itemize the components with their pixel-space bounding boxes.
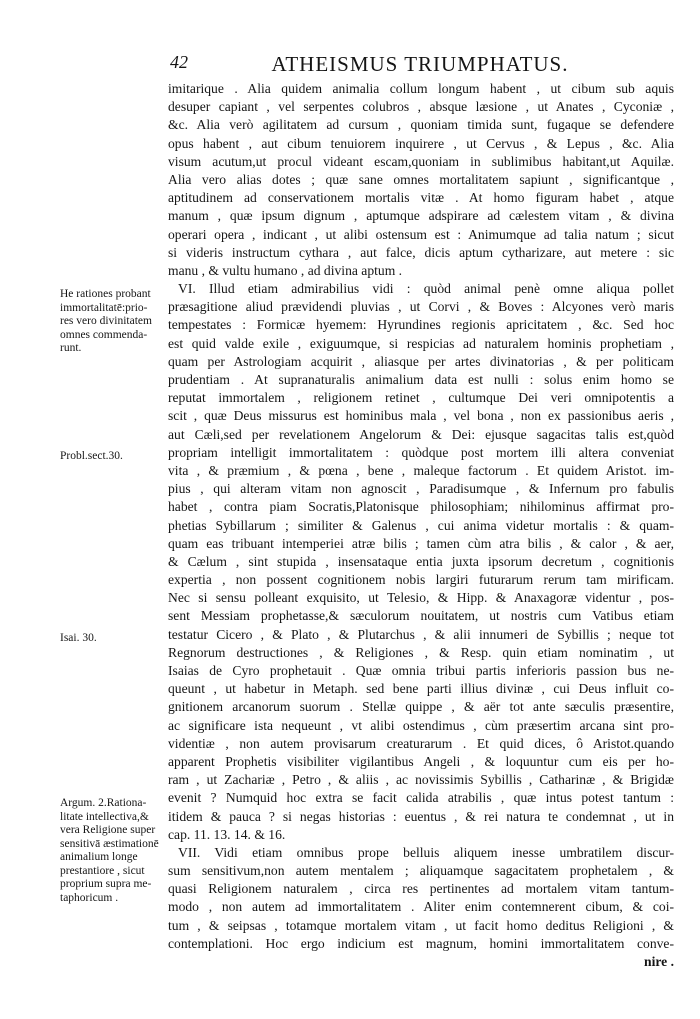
text-line: evenit ? Numquid hoc extra se facit calida atrabilis , quæ intus potest tantum : <box>168 790 674 806</box>
margin-note-line: immortalitatē:prio- <box>60 301 148 314</box>
running-title: ATHEISMUS TRIUMPHATUS. <box>271 52 569 76</box>
text-line: manu , & vultu humano , ad divina aptum . <box>168 262 403 278</box>
text-line: habet , contra piam Socratis,Platonisque philosophiam; nihilominus affirmat pro- <box>168 499 674 515</box>
text-line: itidem & pauca ? si negas historias : euentus , & rei natura te condemnat , ut in <box>168 808 674 824</box>
text-line: testatur Cicero , & Plato , & Plutarchus , & alii innumeri de Sybillis ; neque tot <box>168 626 674 642</box>
text-line: tempestates : Formicæ hyemem: Hyrundines regionis apricitatem , &c. Sed hoc <box>168 317 674 333</box>
margin-note-line: Probl.sect.30. <box>60 450 123 462</box>
margin-note-line: He rationes probant <box>60 288 151 300</box>
page-number: 42 <box>170 52 188 72</box>
margin-note-line: taphoricum . <box>60 891 119 904</box>
text-line: tum , & seipsas , totamque mortalem vitam , ut facit homo deditus Religioni , & <box>168 917 674 933</box>
text-line: est quid valde exile , exiguumque, si respicias ad naturalem hominis prophetiam , <box>168 335 674 351</box>
margin-note-line: litate intellectiva,& <box>60 810 149 823</box>
text-line: aut Cæli,sed per revelationem Angelorum & Dei: ejusque sagacitas talis est,quòd <box>168 426 674 442</box>
margin-note-argum <box>60 797 168 905</box>
text-line: &c. Alia verò agilitatem ad cursum , quoniam timida sunt, fugaque se defendere <box>168 117 674 133</box>
text-line: contemplationi. Hoc ergo indicium est magnum, homini immortalitatem conve- <box>168 935 674 951</box>
main-text <box>168 80 674 971</box>
margin-note-line: prestantiore , sicut <box>60 864 145 877</box>
text-line: opus habent , aut cibum tenuiorem inquirere , ut Cervus , & Lepus , &c. Alia <box>168 135 674 151</box>
text-line: ac significare ista nequeunt , vt alibi ostendimus , cùm præsertim arcana sint pro- <box>168 717 674 733</box>
margin-note-line: Argum. 2.Rationa- <box>60 797 147 809</box>
margin-note-line: proprium supra me- <box>60 878 152 890</box>
text-line: reputat immortalem , religionem retinet , cultumque Dei veri omnipotentis a <box>168 390 674 406</box>
margin-note-line: res vero divinitatem <box>60 315 152 327</box>
text-line: propriam intelligit immortalitatem : quòdque post mortem illi altera conveniat <box>168 444 674 460</box>
text-line: prudentiam . At supranaturalis animalium data est nulli : solus enim homo se <box>168 372 674 387</box>
text-line: ram , ut Zachariæ , Petro , & aliis , ac novissimis Sybillis , Catharinæ , & Brigidæ <box>168 772 674 788</box>
margin-note-line: animalium longe <box>60 851 138 863</box>
margin-note-immortalitas <box>60 288 168 356</box>
text-line: sent Messiam prophetasse,& sæculorum nouitatem, ut nostris cum Vatibus etiam <box>168 608 674 624</box>
margin-note-probl <box>60 450 168 464</box>
page-header <box>170 52 670 78</box>
text-line: VII. Vidi etiam omnibus prope belluis aliquem inesse umbratilem discur- <box>178 844 674 860</box>
text-line: apparent Prophetis visibiliter vigilantibus Angeli , & loquuntur cum eis per ho- <box>168 753 674 769</box>
text-line: quam eas tribuant intemperiei atræ bilis ; tamen cùm atra bilis , & calor , & aer, <box>168 535 674 551</box>
text-line: præsagitione aliud prævidendi pluvias , ut Corvi , & Boves : Alcyones verò maris <box>168 299 674 315</box>
text-line: modo , non autem ad immortalitatem . Aliter enim contemnerent cibum, & coi- <box>168 899 674 915</box>
text-line: videntiæ , non autem provisarum creaturarum . Et quid dices, ô Aristot.quando <box>168 735 674 751</box>
text-line: operari opera , indicant , ut alibi ostensum est : Animumque ad talia natum ; sicut <box>168 226 674 242</box>
text-line: cap. 11. 13. 14. & 16. <box>168 826 286 842</box>
text-line: Regnorum destructiones , & Religiones , & Resp. quin etiam nominatim , ut <box>168 644 674 660</box>
text-line: & Cælum , sint stupida , insensataque entia juxta ipsorum decretum , cognitionis <box>168 553 674 569</box>
text-line: VI. Illud etiam admirabilius vidi : quòd animal penè omne aliqua pollet <box>178 281 674 297</box>
margin-note-line: sensitivā æstimationē <box>60 837 159 850</box>
text-line: expertia , non possent cognitionem nobis largiri futurarum rerum tam mirificam. <box>168 572 674 588</box>
text-line: desuper capiant , vel serpentes colubros , absque læsione , ut Anates , Cyconiæ , <box>168 99 674 115</box>
margin-note-isai <box>60 632 168 646</box>
text-line: visum acutum,ut procul videant escam,quoniam in sublimibus habitant,ut Aquilæ. <box>168 153 674 169</box>
text-line: pius , qui alteram vitam non agnoscit , Paradisumque , & Infernum pro fabulis <box>168 481 674 497</box>
text-line: phetias Sybillarum ; similiter & Galenus , cui anima videtur mortalis : & quam- <box>168 517 674 533</box>
text-line: queunt , ut habetur in Metaph. sed bene parti illius divinæ , cui Deus influit co- <box>168 681 674 697</box>
text-line: scit , quæ Deus missurus est hominibus mala , vel bona , non ex passionibus aeris , <box>168 408 674 424</box>
text-line: quasi Religionem naturalem , circa res pertinentes ad mortalem vitam tantum- <box>168 881 674 897</box>
margin-note-line: vera Religione super <box>60 824 156 836</box>
text-line: Alia vero alias dotes ; quæ sane omnes mortalitatem sapiunt , significantque , <box>168 171 674 187</box>
text-line: aptitudinem ad conservationem mortalis vitæ . At homo figuram habet , atque <box>168 190 674 206</box>
text-line: si videris instructum cythara , aut falce, dicis aptum cytharizare, aut metere : sic <box>168 244 674 260</box>
margin-note-line: Isai. 30. <box>60 632 97 644</box>
text-line: Isaias de Cyro prophetauit . Quæ omnia tribui partis inferioris passion bus ne- <box>168 663 674 678</box>
text-line: nire . <box>644 954 674 969</box>
margin-note-line: omnes commenda- <box>60 328 148 341</box>
text-line: quam per Astrologiam acquirit , aliasque per artes divinatorias , & per politicam <box>168 353 674 369</box>
text-line: imitarique . Alia quidem animalia collum longum habent , ut cibum sub aquis <box>168 81 674 96</box>
text-line: gnitionem arcanorum suorum . Stellæ quippe , & aër tot ante sæculis præsentire, <box>168 699 674 715</box>
margin-note-line: runt. <box>60 342 82 354</box>
text-line: manum , quæ ipsum dignum , aptumque adspirare ad cælestem vitam , & divina <box>168 208 674 224</box>
text-line: vita , & præmium , & pœna , bene , maleque factorum . Et quidem Aristot. im- <box>168 462 674 478</box>
text-line: Nec si sensu polleant exquisito, ut Telesio, & Hipp. & Anaxagoræ videntur , pos- <box>168 590 674 606</box>
text-line: sum sensitivum,non autem mentalem ; aliquamque sagacitatem prophetalem , & <box>168 863 674 879</box>
